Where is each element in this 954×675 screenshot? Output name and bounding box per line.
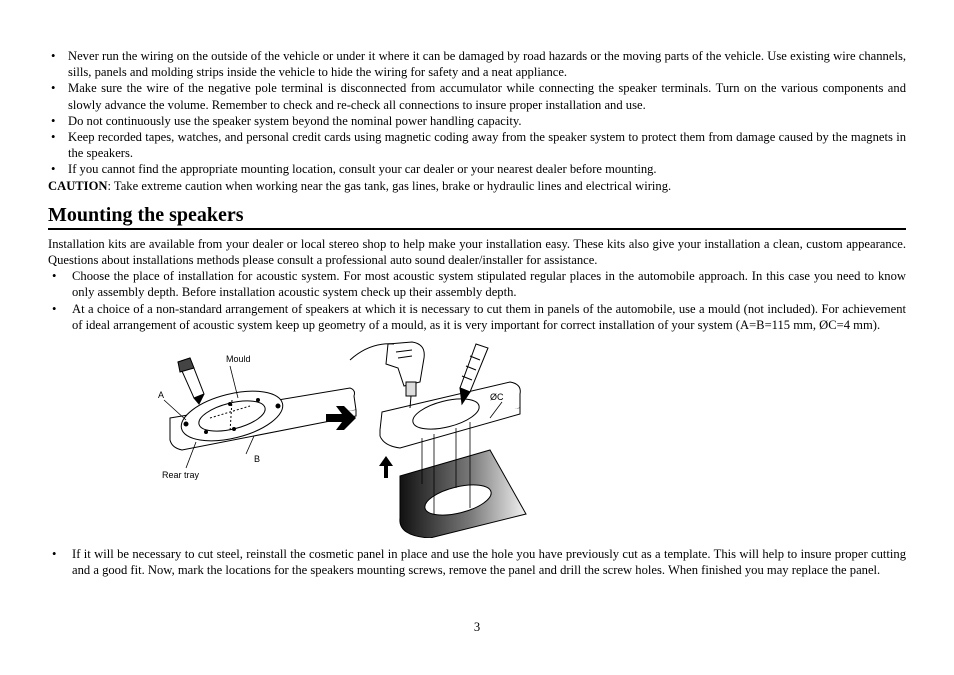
step-item-choose-place: • Choose the place of installation for acoustic system. For most acoustic system stipulated regular places in the automobile approach. In this case you need to know only assembly depth. Before installation acoustic system check up their assembly depth. bbox=[52, 269, 906, 300]
step-item-cut-steel: • If it will be necessary to cut steel, reinstall the cosmetic panel in place and use the hole you have previously cut as a template. This will help to insure proper cutting and a good fit. Now, mark the locations for the speakers mounting screws, remove the panel and drill the screw holes. When finished you may replace the panel. bbox=[52, 547, 906, 578]
bullet-icon: • bbox=[51, 113, 56, 128]
warning-item-negative-terminal: • Make sure the wire of the negative pole terminal is disconnected from accumulator while connecting the speaker terminals. Turn on the various components and slowly advance the volume. Remember to check and re-check all connections to insure proper installation and use. bbox=[51, 81, 906, 112]
section-title: Mounting the speakers bbox=[48, 203, 906, 230]
caution-text: : Take extreme caution when working near the gas tank, gas lines, brake or hydraulic lines and electrical wiring. bbox=[107, 178, 672, 193]
caution-label: CAUTION bbox=[48, 178, 108, 193]
bullet-icon: • bbox=[51, 130, 56, 145]
marker-tool-icon bbox=[178, 358, 204, 404]
dimension-a-label: A bbox=[158, 390, 165, 401]
diameter-c-label: ØC bbox=[490, 392, 504, 403]
section-intro: Installation kits are available from your dealer or local stereo shop to help make your installation easy. These kits also give your installation a clean, custom appearance. Questions about installations methods please consult a professional auto sound dealer/installer for assistance. bbox=[48, 236, 906, 268]
bullet-icon: • bbox=[51, 49, 56, 63]
mould-label: Mould bbox=[226, 354, 251, 365]
bullet-icon: • bbox=[52, 547, 57, 562]
warning-item-wiring: • Never run the wiring on the outside of the vehicle or under it where it can be damaged by road hazards or the moving parts of the vehicle. Use existing wire channels, sills, panels and molding strips inside the vehicle to hide the wiring for safety and a neat appliance. bbox=[51, 49, 906, 80]
steel-sheet bbox=[400, 450, 526, 538]
page-number: 3 bbox=[473, 620, 481, 634]
caution-note bbox=[48, 178, 906, 194]
warning-item-power-capacity: • Do not continuously use the speaker system beyond the nominal power handling capacity. bbox=[51, 113, 522, 128]
mounting-steps bbox=[48, 268, 906, 333]
drill-icon bbox=[350, 342, 424, 408]
arrow-up-icon bbox=[379, 456, 393, 478]
bullet-icon: • bbox=[51, 81, 56, 96]
warning-item-mounting-location: • If you cannot find the appropriate mounting location, consult your car dealer or your nearest dealer before mounting. bbox=[51, 162, 657, 177]
manual-page bbox=[48, 48, 906, 578]
warning-list bbox=[48, 48, 906, 178]
bullet-icon: • bbox=[52, 269, 57, 284]
bullet-icon: • bbox=[51, 162, 56, 177]
step-item-non-standard: • At a choice of a non-standard arrangement of speakers at which it is necessary to cut them in panels of the automobile, use a mould (not included). For achievement of ideal arrangement of acoustic system keep up geometry of a mould, as it is very important for correct installation of your system (A=B=115 mm, ØC=4 mm). bbox=[52, 301, 906, 332]
mounting-illustration bbox=[150, 338, 528, 538]
dimension-b-label: B bbox=[254, 454, 261, 465]
bullet-icon: • bbox=[52, 301, 57, 316]
final-steps bbox=[48, 546, 906, 578]
rear-tray-label: Rear tray bbox=[162, 470, 200, 481]
warning-item-magnetic: • Keep recorded tapes, watches, and personal credit cards using magnetic coding away from the speaker system to protect them from damage caused by the magnets in the speakers. bbox=[51, 130, 906, 161]
